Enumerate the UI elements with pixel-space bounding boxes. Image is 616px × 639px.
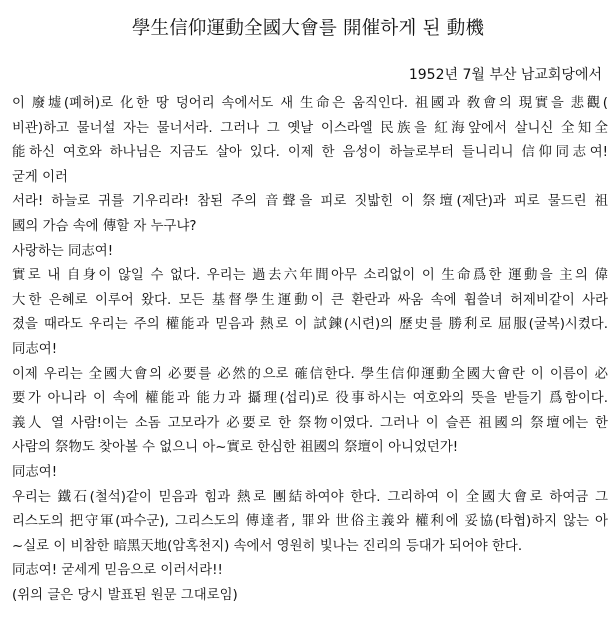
body-line: 리스도의 把守軍(파수군), 그리스도의 傳達者, 罪와 世俗主義와 權利에 妥協(타협)하지 않는 아 — [12, 514, 608, 530]
body-line: 義人 열 사람!이는 소돔 고모라가 必要로 한 祭物이였다. 그러나 이 슬픈 祖國의 祭壇에는 한 — [12, 415, 608, 431]
body-line: 同志여! — [12, 464, 58, 480]
body-line: 굳게 이러 — [12, 169, 68, 185]
body-line: ~실로 이 비참한 暗黑天地(암혹천지) 속에서 영원히 빛나는 진리의 등대가 되어야 한다. — [12, 538, 523, 554]
document-subtitle: 1952년 7월 부산 남교회당에서 — [408, 67, 602, 83]
body-line: 能하신 여호와 하나님은 지금도 살아 있다. 이제 한 음성이 하늘로부터 들니리니 信仰同志여! — [12, 145, 608, 161]
body-line: 이제 우리는 全國大會의 必要를 必然的으로 確信한다. 學生信仰運動全國大會란 이 이름이 必 — [12, 366, 608, 382]
body-line: 要가 아니라 이 속에 權能과 能力과 攝理(섭리)로 役事하시는 여호와의 뜻을 받들기 爲함이다. — [12, 391, 608, 407]
body-line: 이 廢墟(폐허)로 化한 땅 덩어리 속에서도 새 生命은 움직인다. 祖國과 敎會의 現實을 悲觀( — [12, 96, 608, 111]
document-body — [12, 92, 608, 608]
body-line: (위의 글은 당시 발표된 원문 그대로임) — [12, 587, 238, 603]
body-line: 졌을 때라도 우리는 주의 權能과 믿음과 熱로 이 試鍊(시련)의 歷史를 勝利로 屈服(굴복)시켰다. — [12, 317, 608, 333]
document-title: 學生信仰運動全國大會를 開催하게 된 動機 — [131, 18, 485, 39]
body-line: 國의 가슴 속에 傳할 자 누구냐? — [12, 218, 197, 234]
body-line: 우리는 鐵石(철석)같이 믿음과 힘과 熱로 團結하여야 한다. 그리하여 이 全國大會로 하여금 그 — [12, 489, 608, 505]
body-line: 사람의 祭物도 찾아볼 수 없으니 아~實로 한심한 祖國의 祭壇이 아니었던가! — [12, 440, 459, 456]
body-line: 實로 내 自身이 않일 수 없다. 우리는 過去六年間아무 소리없이 이 生命爲한 運動을 主의 偉 — [12, 268, 608, 284]
body-line: 同志여! — [12, 341, 58, 357]
body-line: 사랑하는 同志여! — [12, 243, 114, 259]
body-line: 同志여! 굳세게 믿음으로 이러서라!! — [12, 563, 223, 579]
body-line: 서라! 하늘로 귀를 기우리라! 참된 주의 音聲을 피로 짓밟힌 이 祭壇(제단)과 피로 물드린 祖 — [12, 194, 608, 210]
body-line: 비관)하고 물너설 자는 물너서라. 그러나 그 옛날 이스라엘 民族을 紅海앞에서 살니신 全知全 — [12, 120, 608, 136]
body-line: 大한 은혜로 이루어 왔다. 모든 基督學生運動이 큰 환란과 싸움 속에 휩쓸녀 허제비같이 사라 — [12, 292, 608, 308]
